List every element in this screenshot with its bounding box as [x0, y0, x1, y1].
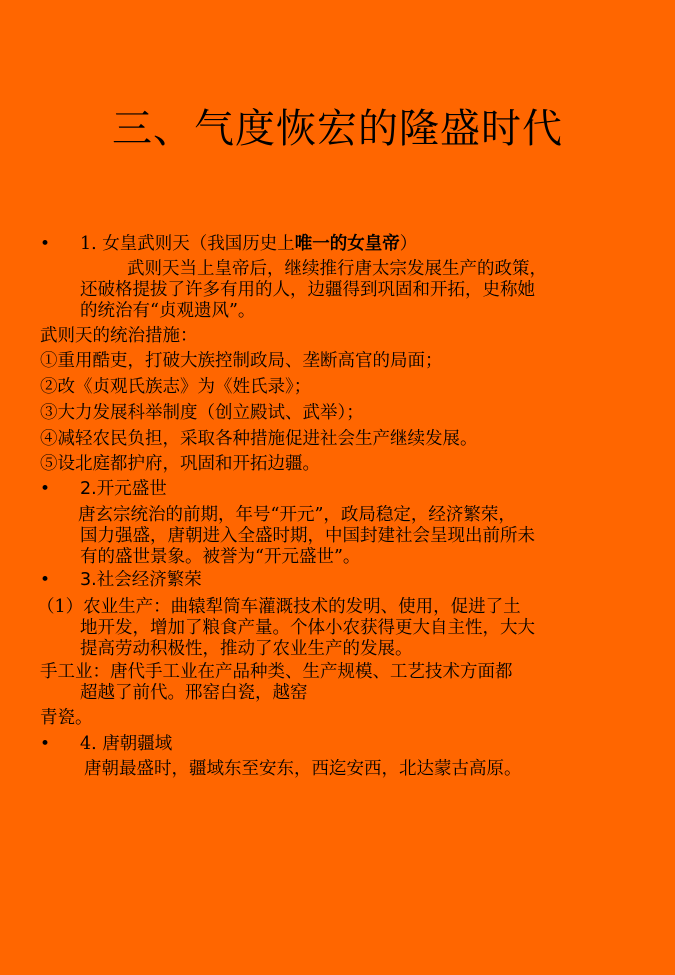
measure-item: ⑤设北庭都护府，巩固和开拓边疆。 — [40, 454, 320, 474]
measure-item: ①重用酷吏，打破大族控制政局、垄断高官的局面； — [40, 351, 443, 371]
paragraph-line: 还破格提拔了许多有用的人，边疆得到巩固和开拓，史称她 — [80, 280, 535, 300]
paragraph-line: 的统治有“贞观遗风”。 — [80, 301, 256, 321]
paragraph-line: 地开发，增加了粮食产量。个体小农获得更大自主性，大大 — [80, 618, 535, 638]
section-3-heading: 3.社会经济繁荣 — [80, 570, 202, 590]
paragraph-line: 青瓷。 — [40, 708, 93, 728]
paragraph-line: 武则天当上皇帝后，继续推行唐太宗发展生产的政策， — [127, 259, 547, 279]
paragraph-line: （1）农业生产：曲辕犁筒车灌溉技术的发明、使用，促进了土 — [37, 597, 521, 617]
bullet: • — [40, 234, 51, 254]
measure-item: ③大力发展科举制度（创立殿试、武举）； — [40, 403, 364, 423]
section-4-heading: 4. 唐朝疆域 — [80, 734, 173, 754]
paragraph-line: 唐玄宗统治的前期，年号“开元”，政局稳定，经济繁荣， — [78, 505, 516, 525]
page-title: 三、气度恢宏的隆盛时代 — [112, 106, 563, 152]
paragraph-line: 国力强盛，唐朝进入全盛时期，中国封建社会呈现出前所未 — [80, 526, 535, 546]
heading-text: 1. 女皇武则天（我国历史上 — [80, 234, 295, 254]
heading-emphasis: 唯一的女皇帝 — [294, 234, 400, 254]
measure-item: ②改《贞观氏族志》为《姓氏录》； — [40, 377, 312, 397]
section-2-heading: 2.开元盛世 — [80, 479, 167, 499]
section-1-heading — [80, 234, 417, 255]
paragraph-line: 手工业：唐代手工业在产品种类、生产规模、工艺技术方面都 — [40, 662, 513, 682]
heading-text: ） — [399, 234, 418, 254]
paragraph-line: 唐朝最盛时，疆域东至安东，西迄安西，北达蒙古高原。 — [84, 759, 522, 779]
bullet: • — [40, 479, 51, 499]
paragraph-line: 超越了前代。邢窑白瓷，越窑 — [80, 683, 308, 703]
paragraph-line: 提高劳动积极性，推动了农业生产的发展。 — [80, 639, 413, 659]
measure-item: ④减轻农民负担，采取各种措施促进社会生产继续发展。 — [40, 429, 478, 449]
measures-title: 武则天的统治措施： — [40, 326, 198, 346]
bullet: • — [40, 734, 51, 754]
bullet: • — [40, 570, 51, 590]
paragraph-line: 有的盛世景象。被誉为“开元盛世”。 — [80, 547, 361, 567]
